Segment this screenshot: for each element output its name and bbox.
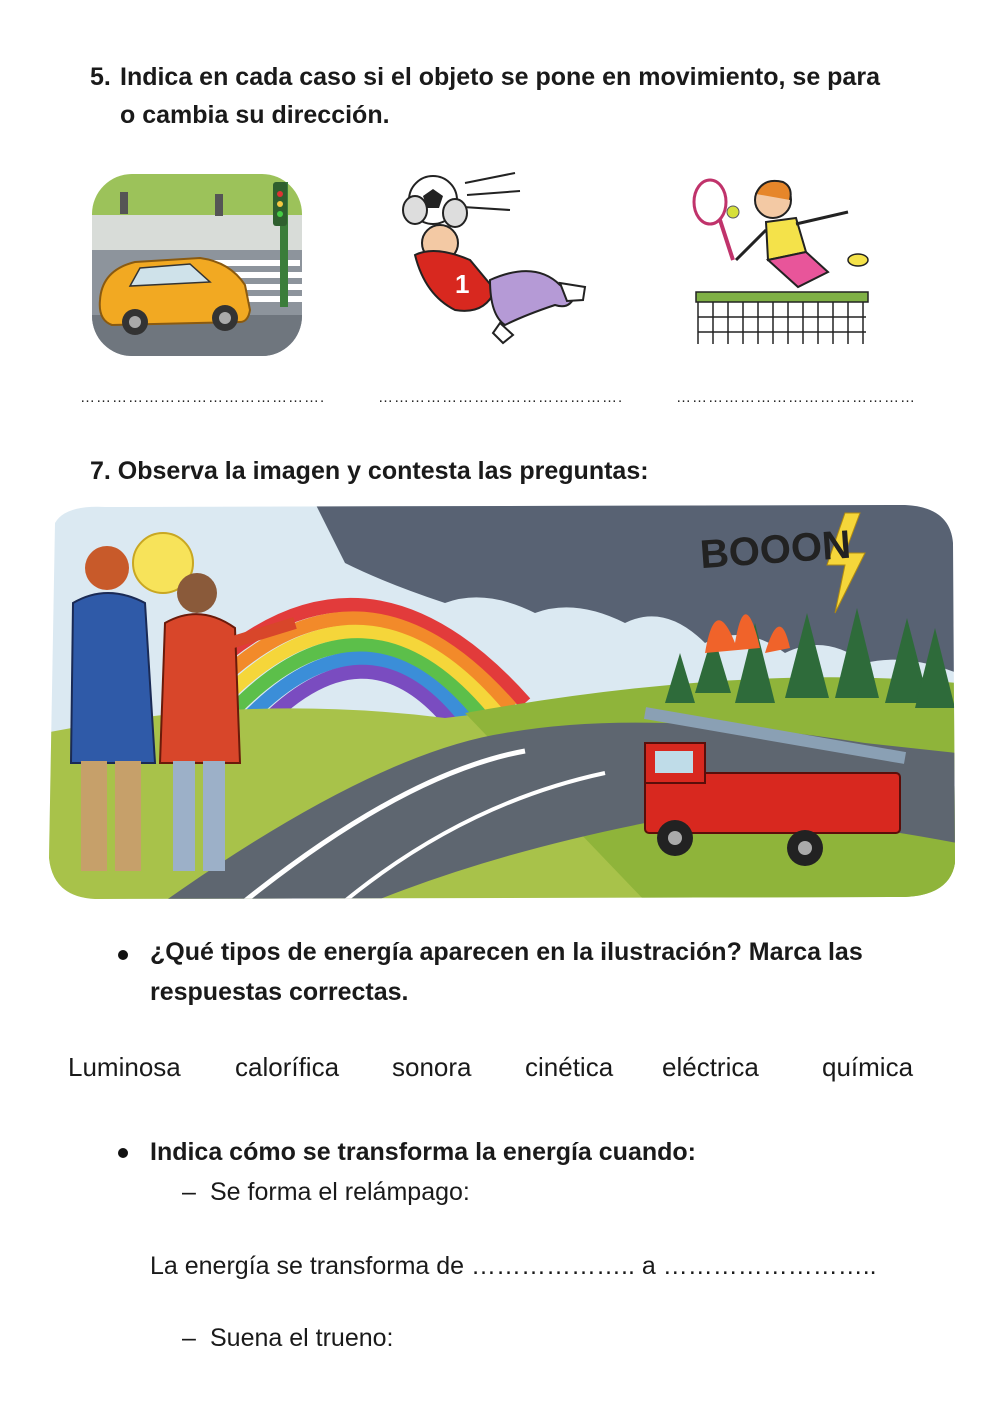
energy-question-line-2: respuestas correctas. xyxy=(150,978,409,1006)
bullet-marker xyxy=(118,1148,128,1158)
car-crosswalk-illustration xyxy=(90,170,305,360)
tennis-player-illustration xyxy=(688,172,883,352)
option-sonora[interactable]: sonora xyxy=(392,1052,472,1082)
lightning-item: Se forma el relámpago: xyxy=(210,1178,470,1206)
answer-blank-1[interactable]: ………………………………………. xyxy=(80,389,326,406)
answer-blank-3[interactable]: ……………………………………… xyxy=(676,389,916,406)
energy-question-line-1: ¿Qué tipos de energía aparecen en la ilustración? Marca las xyxy=(150,938,863,966)
energy-options xyxy=(0,1052,1000,1092)
energy-question xyxy=(150,932,950,1012)
question-5 xyxy=(90,58,950,134)
svg-text:1: 1 xyxy=(455,269,470,299)
option-luminosa[interactable]: Luminosa xyxy=(68,1052,181,1082)
question-5-line-2: o cambia su dirección. xyxy=(120,101,390,129)
dash-marker: – xyxy=(182,1178,196,1206)
lightning-answer-line[interactable]: La energía se transforma de ……………….. a …………………….. xyxy=(150,1252,877,1280)
storm-scene-illustration xyxy=(45,503,957,901)
question-7-title: 7. Observa la imagen y contesta las preguntas: xyxy=(90,457,649,485)
option-cinetica[interactable]: cinética xyxy=(525,1052,614,1082)
goalkeeper-illustration xyxy=(395,165,595,355)
answer-blank-2[interactable]: ………………………………………. xyxy=(378,389,624,406)
option-calorifica[interactable]: calorífica xyxy=(235,1052,340,1082)
bullet-marker xyxy=(118,950,128,960)
option-electrica[interactable]: eléctrica xyxy=(662,1052,759,1082)
thunder-item: Suena el trueno: xyxy=(210,1324,394,1352)
question-number: 5. xyxy=(90,63,111,91)
option-quimica[interactable]: química xyxy=(822,1052,914,1082)
transformation-question: Indica cómo se transforma la energía cuando: xyxy=(150,1138,696,1166)
question-5-line-1: Indica en cada caso si el objeto se pone en movimiento, se para xyxy=(120,63,880,91)
dash-marker: – xyxy=(182,1324,196,1352)
boom-sound-text: BOOON xyxy=(698,522,853,578)
